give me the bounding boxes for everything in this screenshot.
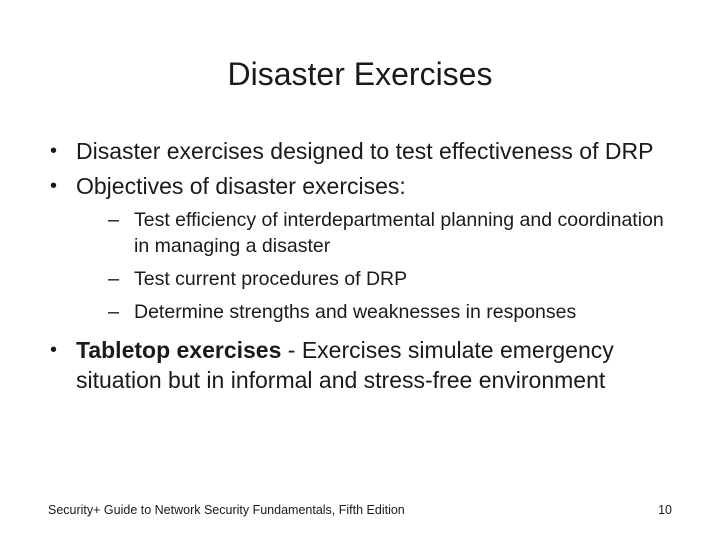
bullet-bold-term: Tabletop exercises (76, 337, 282, 363)
sub-bullet-list (76, 207, 680, 325)
bullet-text: Disaster exercises designed to test effectiveness of DRP (76, 138, 654, 164)
sub-bullet-item (76, 266, 680, 292)
sub-bullet-marker: – (108, 209, 120, 231)
bullet-item (50, 171, 680, 325)
bullet-item (50, 136, 680, 166)
sub-bullet-text: Determine strengths and weaknesses in responses (134, 301, 577, 323)
bullet-list (50, 136, 680, 395)
bullet-item (50, 335, 680, 395)
bullet-marker: • (50, 339, 58, 361)
slide-title: Disaster Exercises (227, 56, 493, 92)
page-number: 10 (658, 503, 672, 517)
sub-bullet-marker: – (108, 301, 120, 323)
bullet-text: Objectives of disaster exercises: (76, 173, 406, 199)
sub-bullet-marker: – (108, 268, 120, 290)
bullet-marker: • (50, 140, 58, 162)
sub-bullet-text: Test current procedures of DRP (134, 268, 408, 290)
sub-bullet-text: Test efficiency of interdepartmental planning and coordination in managing a disaster (134, 209, 664, 257)
bullet-marker: • (50, 175, 58, 197)
footer-source: Security+ Guide to Network Security Fundamentals, Fifth Edition (48, 503, 405, 517)
sub-bullet-item (76, 207, 680, 259)
bullet-text: - Exercises simulate emergency situation but in informal and stress-free environment (76, 337, 614, 393)
sub-bullet-item (76, 299, 680, 325)
